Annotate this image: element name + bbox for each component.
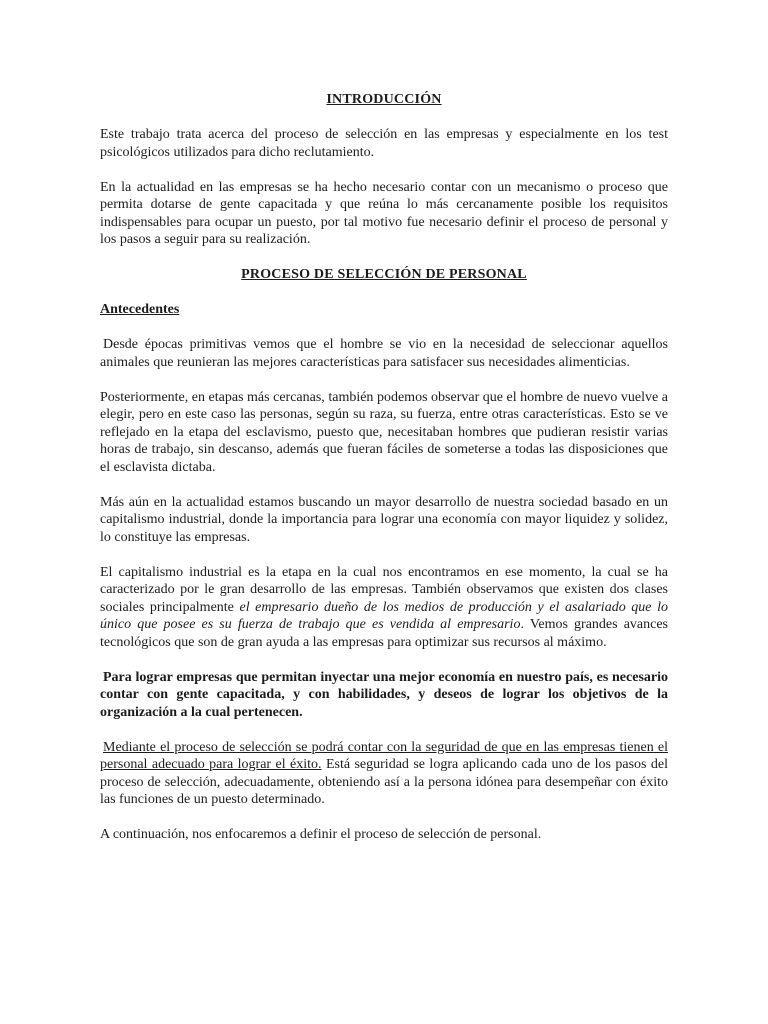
seleccion-text-underlined: Mediante el proceso de selección se podrá contar con la seguridad de que en las empresas tienen el personal adecuado para lograr el éxito.: [100, 739, 668, 772]
seleccion-paragraph: [100, 739, 668, 809]
closing-paragraph: A continuación, nos enfocaremos a definir el proceso de selección de personal.: [100, 827, 542, 842]
section-title: PROCESO DE SELECCIÓN DE PERSONAL: [241, 267, 527, 282]
antecedentes-paragraph-2: Posteriormente, en etapas más cercanas, también podemos observar que el hombre de nuevo vuelve a elegir, pero en este caso las personas, según su raza, su fuerza, entre otras características. Esto se ve reflejado en la etapa del esclavismo, puesto que, necesitaban hombres que pudieran resistir varias horas de trabajo, sin descanso, además que fueran fáciles de someterse a todas las disposiciones que el esclavista dictaba.: [100, 389, 668, 475]
intro-paragraph-1: Este trabajo trata acerca del proceso de selección en las empresas y especialmente en los test psicológicos utilizados para dicho reclutamiento.: [100, 127, 668, 160]
capitalismo-text-end: . Vemos grandes avances tecnológicos que son de gran ayuda a las empresas para optimizar sus recursos al máximo.: [100, 617, 668, 650]
intro-paragraph-2: En la actualidad en las empresas se ha hecho necesario contar con un mecanismo o proceso que permita dotarse de gente capacitada y que reúna lo más cercanamente posible los requisitos indispensables para ocupar un puesto, por tal motivo fue necesario definir el proceso de personal y los pasos a seguir para su realización.: [100, 179, 668, 247]
seleccion-text-rest: Está seguridad se logra aplicando cada uno de los pasos del proceso de selección, adecuadamente, obteniendo así a la persona idónea para desempeñar con éxito las funciones de un puesto determinado.: [100, 757, 668, 807]
antecedentes-paragraph-1: Desde épocas primitivas vemos que el hombre se vio en la necesidad de seleccionar aquellos animales que reunieran las mejores características para satisfacer sus necesidades alimenticias.: [100, 337, 668, 370]
capitalismo-paragraph: [100, 564, 668, 652]
antecedentes-heading: Antecedentes: [100, 302, 180, 317]
capitalismo-text-start: El capitalismo industrial es la etapa en la cual nos encontramos en ese momento, la cual se ha caracterizado por le gran desarrollo de las empresas. También observamos que existen dos clases sociales principalmente: [100, 564, 668, 615]
antecedentes-paragraph-3: Más aún en la actualidad estamos buscando un mayor desarrollo de nuestra sociedad basado en un capitalismo industrial, donde la importancia para lograr una economía con mayor liquidez y solidez, lo constituye las empresas.: [100, 494, 668, 545]
bold-paragraph: Para lograr empresas que permitan inyectar una mejor economía en nuestro país, es necesario contar con gente capacitada, y con habilidades, y deseos de lograr los objetivos de la organización a la cual pertenecen.: [100, 669, 668, 720]
capitalismo-text-italic: el empresario dueño de los medios de producción y el asalariado que lo único que posee es su fuerza de trabajo que es vendida al empresario: [100, 599, 668, 632]
intro-title: INTRODUCCIÓN: [326, 92, 442, 107]
